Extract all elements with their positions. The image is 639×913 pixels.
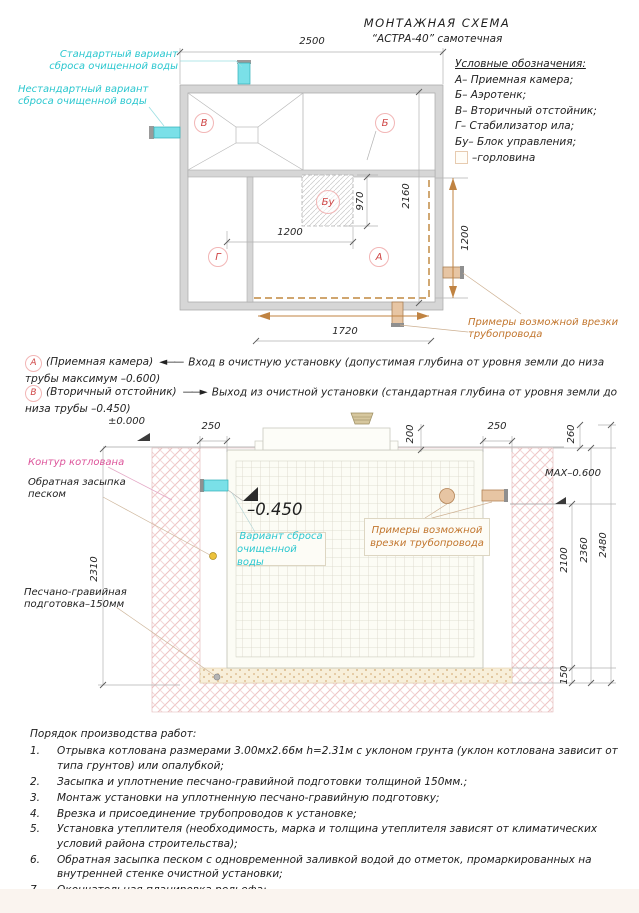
dim-250-left: 250 (201, 421, 221, 432)
dim-970: 970 (355, 191, 367, 211)
level-max: MAX–0.600 (545, 468, 601, 479)
drawing-title: МОНТАЖНАЯ СХЕМА (363, 16, 511, 30)
nonstandard-discharge-pipe (149, 126, 180, 139)
dim-2160: 2160 (401, 183, 413, 209)
dim-1200-bu: 1200 (277, 227, 303, 238)
level-pipe: –0.450 (247, 500, 303, 519)
dim-2310: 2310 (89, 556, 101, 582)
dim-260: 260 (566, 424, 578, 444)
work-order-heading: Порядок производства работ: (30, 728, 197, 740)
tie-in-leader-2 (400, 325, 468, 332)
drawing-subtitle: “АСТРА-40” самотечная (371, 33, 503, 45)
work-item: 4. Врезка и присоединение трубопроводов к установке; (30, 807, 357, 820)
note-secondary-clarifier: В (Вторичный отстойник) ——► Выход из очистной установки (стандартная глубина от уровня земли до низа трубы –0.450) (25, 386, 618, 415)
legend-item-a: А– Приемная камера; (455, 73, 574, 86)
dim-2480: 2480 (598, 532, 610, 558)
tie-in-pipe-section-circle (440, 489, 455, 504)
tie-in-leader-1 (463, 273, 521, 314)
plan-label-clarifier: В (194, 113, 214, 133)
pit-contour-label: Контур котлована (28, 457, 125, 468)
bedding-label: Песчано-гравийная подготовка–150мм (24, 587, 127, 610)
max-level-marker (555, 497, 566, 504)
legend-item-gorlovina: –горловина (455, 151, 597, 164)
legend-item-g: Г– Стабилизатор ила; (455, 120, 575, 133)
dim-150: 150 (559, 665, 571, 685)
dim-1720: 1720 (332, 326, 358, 337)
sand-gravel-bedding (200, 668, 512, 683)
section-discharge-pipe (200, 479, 228, 492)
nonstandard-discharge-label: Нестандартный вариант сброса очищенной воды (18, 84, 149, 107)
plan-partition-vertical (247, 177, 253, 302)
legend-item-v: В– Вторичный отстойник; (455, 104, 597, 117)
standard-discharge-label: Стандартный вариант сброса очищенной воды (49, 49, 178, 72)
section-view (98, 413, 616, 712)
note-a-letter: А (25, 355, 42, 372)
dim-2100: 2100 (559, 547, 571, 573)
legend-heading: Условные обозначения: (455, 58, 586, 70)
note-receiving-chamber: А (Приемная камера) ◄—— Вход в очистную установку (допустимая глубина от уровня земли до низа трубы максимум –0.600) (25, 356, 605, 385)
outflow-arrow-icon: ——► (182, 386, 206, 399)
dim-200: 200 (405, 424, 417, 444)
work-item: 6. Обратная засыпка песком с одновременной заливкой водой до отметок, промаркированных на внутренней стенке очистной установки; (30, 853, 592, 881)
standard-discharge-leader (180, 61, 242, 67)
legend-item-bu: Бу– Блок управления; (455, 135, 577, 148)
plan-label-receiving-chamber: А (369, 247, 389, 267)
page-bottom-tint (0, 889, 639, 913)
dim-2360: 2360 (579, 537, 591, 563)
tie-in-pipe-section-horizontal (482, 489, 508, 502)
neck-square-icon (455, 151, 468, 164)
tie-in-pipe-bottom (391, 302, 404, 327)
ground-level-marker (137, 433, 150, 441)
plan-tie-in-note: Примеры возможной врезки трубопровода (468, 317, 619, 340)
legend-item-b: Б– Аэротенк; (455, 89, 527, 102)
work-order-list (30, 727, 622, 913)
work-item: 3. Монтаж установки на уплотненную песчано-гравийную подготовку; (30, 791, 440, 804)
work-item: 2. Засыпка и уплотнение песчано-гравийной подготовки толщиной 150мм.; (30, 775, 468, 788)
backfill-label: Обратная засыпка песком (28, 477, 126, 500)
plan-label-sludge-stabilizer: Г (208, 247, 228, 267)
section-tie-in-box: Примеры возможной врезки трубопровода (364, 518, 490, 556)
plan-label-aerotank: Б (375, 113, 395, 133)
work-item: 5. Установка утеплителя (необходимость, марка и толщина утеплителя зависят от климатических условий района строительства); (30, 823, 598, 850)
backfill-dot (210, 553, 217, 560)
dim-1200-right: 1200 (460, 225, 472, 251)
plan-label-control-unit: Бу (316, 190, 340, 214)
note-v-letter: В (25, 385, 42, 402)
section-discharge-box: Вариант сброса очищенной воды (236, 532, 326, 566)
inflow-arrow-icon: ◄—— (159, 356, 183, 369)
level-zero: ±0.000 (108, 416, 146, 427)
tank-neck-lid (263, 428, 390, 450)
work-item: 1. Отрывка котлована размерами 3.00мх2.66м h=2.31м с уклоном грунта (уклон котлована зависит от типа грунтов) или опалубкой; (30, 745, 618, 772)
dim-2500: 2500 (299, 36, 325, 47)
nonstandard-discharge-leader (149, 107, 164, 126)
dim-250-right: 250 (487, 421, 507, 432)
bedding-dot (214, 674, 220, 680)
legend (455, 58, 597, 164)
